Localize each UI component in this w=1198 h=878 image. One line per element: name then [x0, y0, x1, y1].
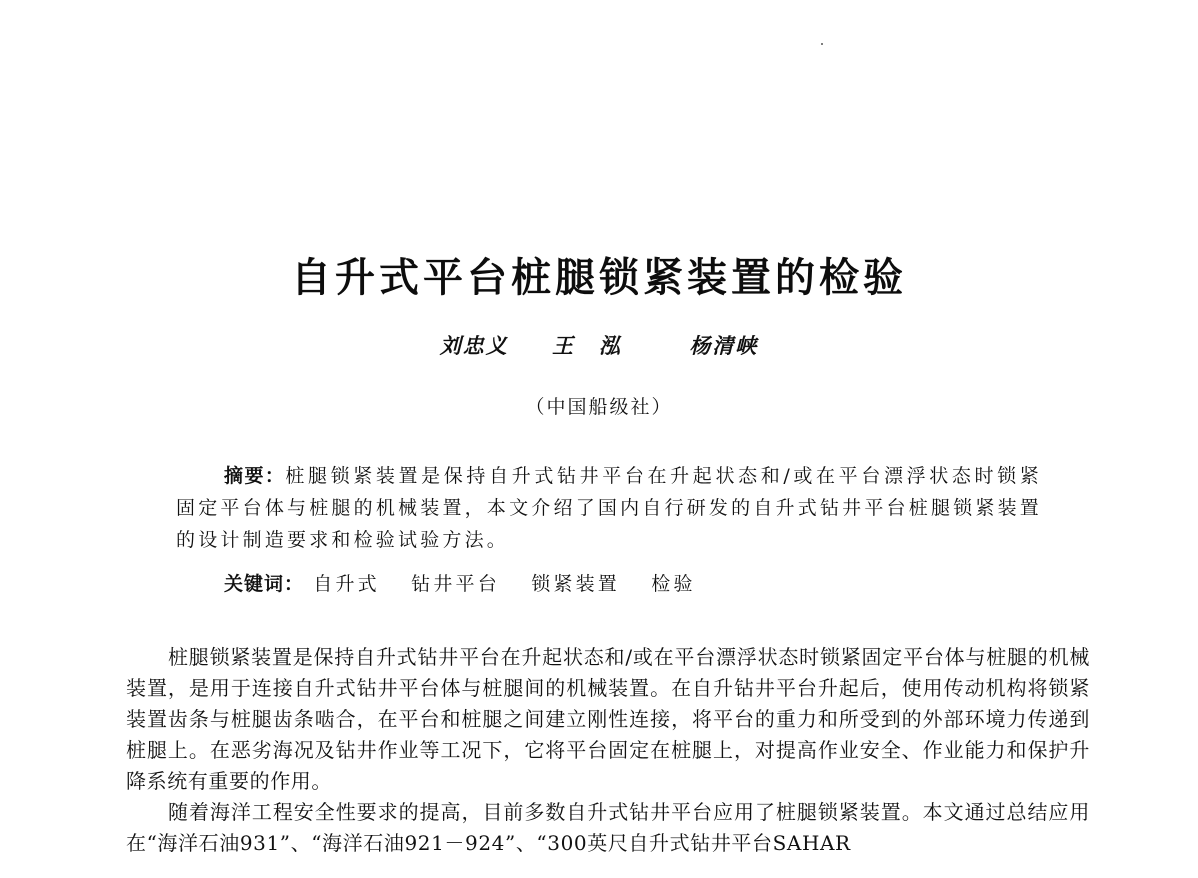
abstract-label: 摘要： — [224, 465, 286, 487]
scan-speck — [821, 43, 823, 45]
author-list — [0, 330, 1198, 360]
author-name: 杨清峡 — [689, 333, 759, 358]
body-paragraph: 随着海洋工程安全性要求的提高，目前多数自升式钻井平台应用了桩腿锁紧装置。本文通过总结应用在“海洋石油931”、“海洋石油921－924”、“300英尺自升式钻井平台SAHAR — [126, 800, 1090, 855]
affiliation: （中国船级社） — [525, 396, 673, 418]
keywords-label: 关键词： — [224, 573, 305, 595]
author-name: 刘忠义 — [439, 333, 509, 358]
author-name: 王泓 — [552, 333, 646, 358]
keywords — [224, 569, 718, 596]
keyword: 锁紧装置 — [531, 573, 620, 595]
paper-title: 自升式平台桩腿锁紧装置的检验 — [291, 255, 907, 301]
keyword: 检验 — [651, 573, 696, 595]
body-text — [126, 642, 1090, 859]
keyword: 自升式 — [313, 573, 380, 595]
abstract — [176, 460, 1042, 556]
keyword: 钻井平台 — [411, 573, 500, 595]
abstract-text: 桩腿锁紧装置是保持自升式钻井平台在升起状态和/或在平台漂浮状态时锁紧固定平台体与桩腿的机械装置，本文介绍了国内自行研发的自升式钻井平台桩腿锁紧装置的设计制造要求和检验试验方法。 — [176, 465, 1042, 551]
body-paragraph: 桩腿锁紧装置是保持自升式钻井平台在升起状态和/或在平台漂浮状态时锁紧固定平台体与桩腿的机械装置，是用于连接自升式钻井平台体与桩腿间的机械装置。在自升钻井平台升起后，使用传动机构将锁紧装置齿条与桩腿齿条啮合，在平台和桩腿之间建立刚性连接，将平台的重力和所受到的外部环境力传递到桩腿上。在恶劣海况及钻井作业等工况下，它将平台固定在桩腿上，对提高作业安全、作业能力和保护升降系统有重要的作用。 — [126, 645, 1090, 793]
